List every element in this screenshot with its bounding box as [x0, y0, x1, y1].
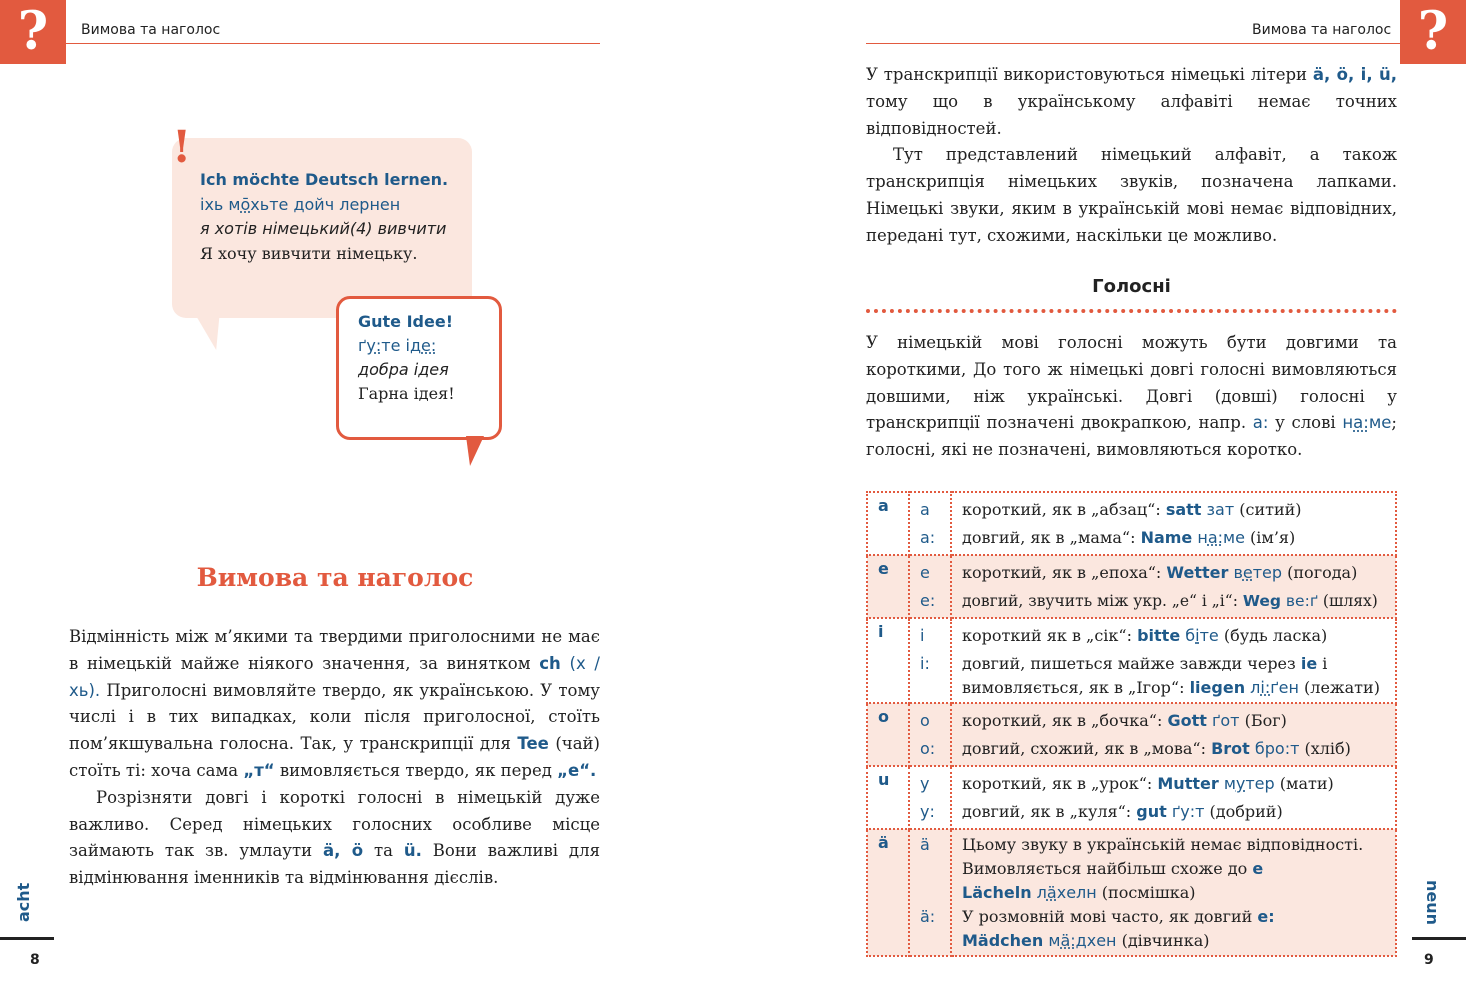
side-word-left: acht	[14, 882, 33, 922]
section-title: Голосні	[1092, 276, 1171, 297]
bubble-2-transcription: ґу:те іде:	[358, 336, 437, 355]
speech-bubble-2-tail	[466, 436, 484, 466]
body-text-left	[69, 624, 600, 892]
table-row	[867, 703, 1396, 766]
table-row	[867, 766, 1396, 829]
bubble-2-literal: добра ідея	[358, 360, 449, 379]
vowel-transcriptions: ä ä:	[909, 829, 951, 956]
page-number-right: 9	[1424, 952, 1434, 968]
vowel-transcriptions: е е:	[909, 555, 951, 618]
vowel-descriptions: Цьому звуку в українській немає відповідності. Вимовляється найбільш схоже до e Lächeln лäхелн (посмішка) У розмовній мові часто, як довгий e: Mädchen мä:дхен (дівчинка)	[951, 829, 1396, 956]
header-rule-left	[66, 43, 600, 44]
question-tab-left: ?	[0, 0, 66, 64]
vowel-transcriptions: о о:	[909, 703, 951, 766]
bubble-1-literal: я хотів німецький(4) вивчити	[200, 219, 447, 238]
vowel-letter: ä	[867, 829, 909, 956]
paragraph-letters: У транскрипції використовуються німецькі літери ä, ö, i, ü, тому що в українському алфавіті немає точних відповідностей.	[866, 65, 1397, 138]
body-text-right-top	[866, 62, 1397, 250]
running-title-left: Вимова та наголос	[81, 22, 221, 38]
page-heading: Вимова та наголос	[196, 563, 474, 592]
page-rule-left	[0, 937, 54, 940]
vowel-descriptions: короткий, як в „абзац“: satt зат (ситий) довгий, як в „мама“: Name на:ме (ім’я)	[951, 492, 1396, 555]
vowel-letter: e	[867, 555, 909, 618]
table-row	[867, 618, 1396, 703]
bubble-1-german: Ich möchte Deutsch lernen.	[200, 170, 449, 189]
dotted-rule	[866, 309, 1397, 313]
bubble-2-text	[358, 310, 455, 406]
vowel-descriptions: короткий як в „сік“: bitte біте (будь ласка) довгий, пишеться майже завжди через ie і вимовляється, як в „Ігор“: liegen лі:ґен (лежати)	[951, 618, 1396, 703]
table-row	[867, 829, 1396, 956]
vowel-descriptions: короткий, як в „урок“: Mutter мутер (мати) довгий, як в „куля“: gut ґу:т (добрий)	[951, 766, 1396, 829]
vowel-descriptions: короткий, як в „епоха“: Wetter ветер (погода) довгий, звучить між укр. „е“ і „і“: Weg ве:ґ (шлях)	[951, 555, 1396, 618]
question-tab-right: ?	[1400, 0, 1466, 64]
vowel-letter: a	[867, 492, 909, 555]
vowel-transcriptions: у у:	[909, 766, 951, 829]
header-rule-right	[866, 43, 1400, 44]
table-row	[867, 555, 1396, 618]
table-row	[867, 492, 1396, 555]
bubble-2-german: Gute Idee!	[358, 312, 453, 331]
paragraph-long-short: У німецькій мові голосні можуть бути довгими та короткими, До того ж німецькі довгі голосні вимовляються довшими, ніж українські. Довгі (довші) голосні у транскрипції позначені двокрапкою, напр. а: у слові на:ме; голосні, які не позначені, вимовляються коротко.	[866, 333, 1397, 460]
bubble-1-translation: Я хочу вивчити німецьку.	[200, 243, 418, 263]
vowel-table	[866, 491, 1397, 957]
bubble-1-transcription: іхь мо̄хьте дойч лернен	[200, 194, 401, 214]
page-rule-right	[1412, 937, 1466, 940]
vowel-letter: i	[867, 618, 909, 703]
body-text-right-vowels	[866, 330, 1397, 464]
paragraph-consonants: Відмінність між м’якими та твердими приголосними не має в німецькій майже ніякого значення, за винятком ch (х / хь). Приголосні вимовляйте твердо, як українською. У тому числі і в тих випадках, коли після приголосної, стоїть пом’якшувальна голосна. Так, у транскрипції для Tee (чай) стоїть ті: хоча сама „т“ вимовляється твердо, як перед „е“.	[69, 627, 600, 780]
bubble-1-text	[200, 168, 448, 266]
paragraph-alphabet: Тут представлений німецький алфавіт, а також транскрипція німецьких звуків, позначена лапками. Німецькі звуки, яким в українській мові немає відповідних, передані тут, схожими, наскільки це можливо.	[866, 145, 1397, 245]
vowel-transcriptions: а а:	[909, 492, 951, 555]
vowel-transcriptions: і і:	[909, 618, 951, 703]
vowel-letter: o	[867, 703, 909, 766]
vowel-letter: u	[867, 766, 909, 829]
exclamation-icon: !	[172, 122, 192, 173]
page-number-left: 8	[30, 952, 40, 968]
vowel-descriptions: короткий, як в „бочка“: Gott ґот (Бог) довгий, схожий, як в „мова“: Brot бро:т (хліб)	[951, 703, 1396, 766]
bubble-2-translation: Гарна ідея!	[358, 384, 455, 403]
running-title-right: Вимова та наголос	[1252, 22, 1392, 38]
side-word-right: neun	[1423, 880, 1442, 926]
paragraph-vowels: Розрізняти довгі і короткі голосні в німецькій дуже важливо. Серед німецьких голосних особливе місце займають так зв. умлаути ä, ö та ü. Вони важливі для відмінювання іменників та відмінювання дієслів.	[69, 787, 600, 888]
